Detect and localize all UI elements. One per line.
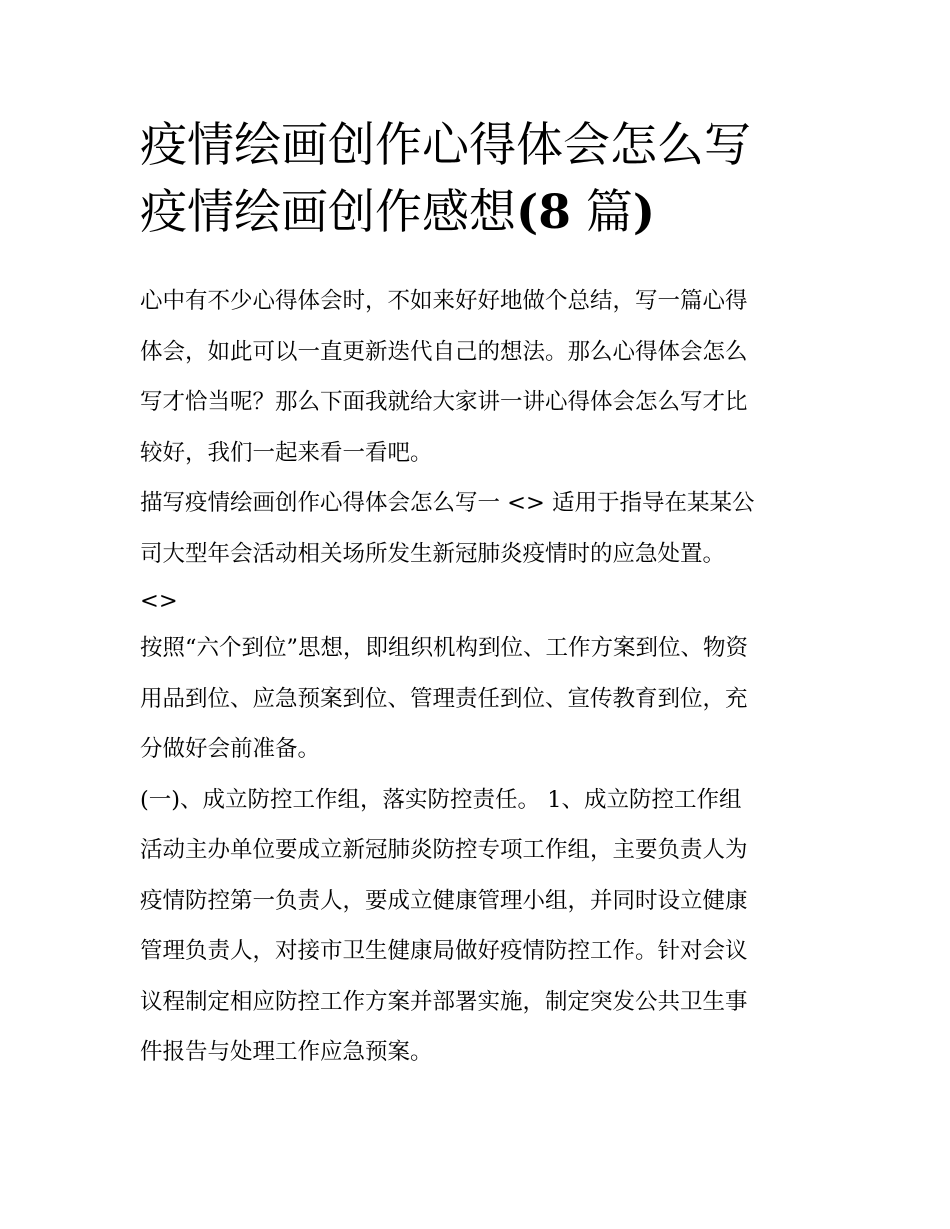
body-line: 用品到位、应急预案到位、管理责任到位、宣传教育到位，充 bbox=[140, 685, 748, 712]
body-line: <> bbox=[140, 588, 178, 614]
body-line: 写才恰当呢？那么下面我就给大家讲一讲心得体会怎么写才比 bbox=[140, 389, 748, 415]
body-line: 较好，我们一起来看一看吧。 bbox=[140, 439, 433, 466]
body-line: 按照“六个到位”思想，即组织机构到位、工作方案到位、物资 bbox=[140, 635, 749, 661]
title-count-unit: 篇 bbox=[570, 185, 633, 240]
body-line: 心中有不少心得体会时，不如来好好地做个总结，写一篇心得 bbox=[140, 288, 748, 314]
title-count-close: ) bbox=[632, 185, 656, 240]
body-line: 体会，如此可以一直更新迭代自己的想法。那么心得体会怎么 bbox=[140, 338, 748, 365]
body-line: 分做好会前准备。 bbox=[140, 736, 321, 762]
body-line: 管理负责人，对接市卫生健康局做好疫情防控工作。针对会议 bbox=[140, 938, 748, 964]
body-line: 描写疫情绘画创作心得体会怎么写一 <> 适用于指导在某某公 bbox=[140, 490, 755, 516]
paragraph-six-in-place bbox=[140, 623, 830, 775]
document-body bbox=[140, 276, 830, 1078]
body-line: 议程制定相应防控工作方案并部署实施，制定突发公共卫生事 bbox=[140, 988, 748, 1015]
body-line: 疫情防控第一负责人，要成立健康管理小组，并同时设立健康 bbox=[140, 887, 748, 914]
title-line-2-text: 疫情绘画创作感想 bbox=[140, 185, 516, 240]
body-line: (一)、成立防控工作组，落实防控责任。 1、成立防控工作组 bbox=[140, 786, 742, 813]
body-line: 司大型年会活动相关场所发生新冠肺炎疫情时的应急处置。 bbox=[140, 540, 726, 567]
paragraph-working-group bbox=[140, 775, 830, 1078]
paragraph-intro bbox=[140, 276, 830, 478]
title-count-open: (8 bbox=[516, 185, 571, 240]
body-line: 件报告与处理工作应急预案。 bbox=[140, 1039, 433, 1065]
paragraph-section-one bbox=[140, 478, 830, 579]
title-line-1: 疫情绘画创作心得体会怎么写 bbox=[140, 118, 751, 173]
document-title bbox=[140, 112, 820, 246]
title-line-2 bbox=[140, 179, 820, 246]
paragraph-placeholder bbox=[140, 579, 830, 623]
body-line: 活动主办单位要成立新冠肺炎防控专项工作组，主要负责人为 bbox=[140, 837, 748, 863]
